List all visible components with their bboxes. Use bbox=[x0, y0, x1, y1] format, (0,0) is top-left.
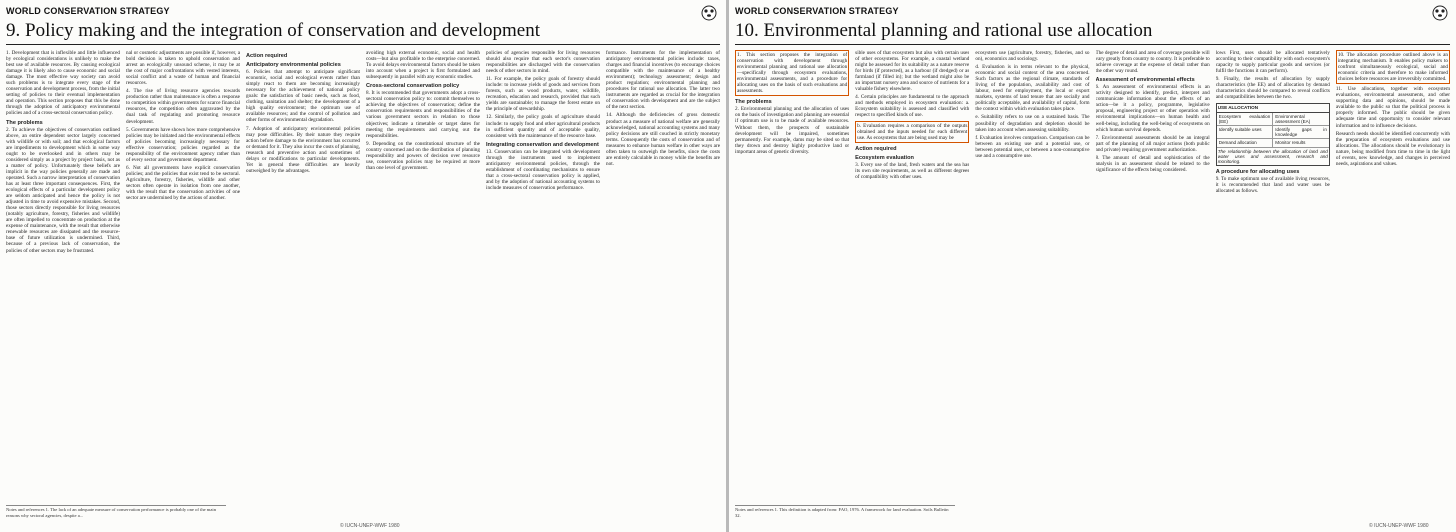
page-title: 9. Policy making and the integration of conservation and development bbox=[6, 20, 540, 41]
text-column bbox=[486, 50, 600, 518]
left-page bbox=[0, 0, 726, 532]
title-rule bbox=[735, 44, 1450, 45]
highlighted-paragraph: b. Evaluation requires a comparison of the outputs obtained and the inputs needed for each different use. As ecosystems that are being used may be bbox=[855, 121, 969, 143]
section-heading: Anticipatory environmental policies bbox=[246, 62, 341, 69]
paragraph: 8. It is recommended that governments adopt a cross-sectoral conservation policy to: commit themselves to achieving the objectives of conservation; define the conservation requirements and responsibilities of the various government sectors in relation to those objectives; indicate a timetable or target dates for meeting the requirements and carrying out the responsibilities. bbox=[366, 90, 480, 139]
text-columns bbox=[735, 50, 1450, 518]
paragraph: 4. The rise of living resource agencies towards production rather than maintenance is often a response to competition within governments for scarce financial resources, the competition often aggravated by the dual task of regulating and promoting resource development. bbox=[126, 88, 240, 125]
paragraph: 7. Adoption of anticipatory environmental policies may pose difficulties. By their nature they require action before damage to the environment has occurred or demand for it. They also incur the costs of planning, research and preventive action and sometimes of delays or modifications to particular developments. Yet in general these difficulties are heavily outweighed by the advantages. bbox=[246, 125, 360, 174]
paragraph: avoiding high external economic, social and health costs—but also profitable to the enterprise concerned. To avoid delays environmental factors should be taken into account when a project is first formulated and subsequently in parallel with any economic studies. bbox=[366, 50, 480, 81]
footnotes: Notes and references 1. This definition is adapted from: FAO, 1976. A framework for land evaluation. Soils Bulletin 32. bbox=[735, 505, 955, 518]
panda-logo-icon bbox=[1431, 4, 1449, 22]
footnotes: Notes and references 1. The lack of an adequate measure of conservation performance is probably one of the main reasons why sectoral agencies, despite a... bbox=[6, 505, 226, 518]
paragraph: formance. Instruments for the implementation of anticipatory environmental policies include: taxes, charges and financial incentives (to encourage choices compatible with the maintenance of a healthy environment); technology assessment; design and product regulation; environmental planning and procedures for rational use allocation. The latter two instruments are regarded as crucial for the integration of conservation with development and are the subject of the next section. bbox=[606, 50, 720, 111]
page-footer: © IUCN-UNEP-WWF 1980 bbox=[340, 523, 400, 529]
section-heading: Ecosystem evaluation bbox=[855, 154, 914, 161]
section-heading: A procedure for allocating uses bbox=[1215, 169, 1300, 176]
paragraph: policies of agencies responsible for living resources should also require that each sector's conservation responsibilities are discharged with the conservation needs of other sectors in mind. bbox=[486, 50, 600, 75]
section-heading: Cross-sectoral conservation policy bbox=[366, 83, 460, 90]
diagram-cell: Environmental assessment (EA) bbox=[1275, 113, 1311, 124]
page-title: 10. Environmental planning and rational use allocation bbox=[735, 20, 1153, 41]
paragraph: 12. Similarly, the policy goals of agriculture should include: to supply food and other agricultural products in sufficient quantity and of acceptable quality, consistent with the maintenance of the resource base. bbox=[486, 114, 600, 139]
diagram-cell: Identify suitable uses bbox=[1217, 126, 1274, 138]
highlighted-paragraph: 10. The allocation procedure outlined above is an integrating mechanism. It enables policy makers to confront simultaneously ecological, social and economic criteria and therefore to make informed choices before resources are irreversibly committed. bbox=[1336, 50, 1450, 84]
paragraph: ecosystem use (agriculture, forestry, fisheries, and so on), economics and sociology. bbox=[975, 50, 1090, 63]
diagram-row bbox=[1217, 139, 1329, 147]
diagram-cell: Ecosystem evaluation (EE) bbox=[1217, 113, 1274, 125]
panda-logo-icon bbox=[700, 4, 718, 22]
paragraph: 9. Finally, the results of allocation by supply characteristics (the EE) and of allocation by demand characteristics should be compared to reveal conflicts and compatibilities between the two. bbox=[1215, 76, 1330, 101]
paragraph: 6. Policies that attempt to anticipate significant economic, social and ecological events rather than simply react to them are becoming increasingly necessary for the achievement of national policy goals: the satisfaction of basic needs, such as food, clothing, sanitation and shelter; the development of a high quality environment; the optimum use of available resources; and the control of pollution and other forms of environmental degradation. bbox=[246, 69, 360, 124]
text-column bbox=[6, 50, 120, 518]
section-heading: The problems bbox=[735, 99, 772, 106]
paragraph: f. Evaluation involves comparison. Comparison can be between an existing use and a potential use, or between potential uses, or between a non-consumptive use and a consumptive use. bbox=[975, 134, 1090, 159]
paragraph: 4. Certain principles are fundamental to the approach and methods employed in ecosystem evaluation: a. Ecosystem suitability is assessed and classified with respect to specified kinds of use. bbox=[855, 94, 970, 119]
text-column bbox=[246, 50, 360, 518]
text-column bbox=[735, 50, 849, 518]
series-title: WORLD CONSERVATION STRATEGY bbox=[735, 6, 899, 16]
paragraph: 13. Conservation can be integrated with development through the instruments used to implement anticipatory environmental policies, through the establishment of coordinating mechanisms to ensure that a cross-sectoral conservation policy is applied, and by the adoption of national accounting systems to include measures of conservation performance. bbox=[486, 148, 600, 191]
paragraph: nal or cosmetic adjustments are possible if, however, a bold decision is taken to uphold conservation and arrest an ecologically unsound scheme, it may be at the cost of major confrontations with vested interests, social conflict and a waste of human and financial resources. bbox=[126, 50, 240, 87]
paragraph: 11. Use allocations, together with ecosystem evaluations, environmental assessments, and other supporting data and opinions, should be made available to the public so that the political process is properly informed. The public should be given adequate time and opportunity to consider relevant information and to influence decisions. bbox=[1335, 86, 1451, 129]
section-heading: The problems bbox=[6, 119, 43, 126]
paragraph: 5. Governments have shown how more comprehensive policies may be initiated and the environmental effects of policies becoming increasingly necessary for effective conservation; policies regarded as the responsibility of the environment agency rather than of every sector and government department. bbox=[126, 126, 240, 163]
text-column bbox=[975, 50, 1089, 518]
diagram-row bbox=[1217, 113, 1329, 126]
text-column bbox=[126, 50, 240, 518]
text-column bbox=[606, 50, 720, 518]
paragraph: 9. Depending on the constitutional structure of the country concerned and on the distribution of planning responsibility and powers of decision over resource use, conservation policies may be required at more than one level of government. bbox=[366, 140, 480, 171]
text-column bbox=[1336, 50, 1450, 518]
highlighted-paragraph: 1. This section proposes the integration of conservation with development through environmental planning and rational use allocation—specifically through ecosystem evaluations, environmental assessments, and a procedure for allocating uses on the basis of such evaluations and assessments. bbox=[735, 50, 849, 96]
paragraph: lows First, uses should be allocated tentatively according to their compatibility with each ecosystem's capacity to supply particular goods and services (or fulfil the functions it can perform). bbox=[1215, 50, 1330, 75]
diagram-cell: Identify gaps in knowledge bbox=[1275, 126, 1327, 138]
text-column bbox=[1216, 50, 1330, 518]
paragraph: 9. To make optimum use of available living resources, it is recommended that land and water uses be allocated as follows. bbox=[1215, 176, 1330, 195]
paragraph: sible uses of that ecosystem but also with certain uses of other ecosystems. For example, a coastal wetland might be assessed for its suitability as a nature reserve for birds (if protected), as a harbour (if dredged) or as farmland (if filled in); but the wetland might also be an important nursery area and source of nutrients for a valuable fishery elsewhere. bbox=[855, 50, 970, 93]
right-page bbox=[729, 0, 1456, 532]
paragraph: 6. Not all governments have explicit conservation policies; and the policies that exist tend to be sectoral. Agriculture, forestry, fisheries, wildlife and other sectors often operate in isolation from one another, with the result that the conservation activities of one sector are undermined by the actions of another. bbox=[126, 164, 240, 202]
text-columns bbox=[6, 50, 720, 518]
paragraph: 14. Although the deficiencies of gross domestic product as a measure of national welfare are generally acknowledged, national accounting systems and many policy decisions are still couched in strictly monetary terms. Consequently the costs of conservation and of measures to enhance human welfare in other ways are often taken to outweigh the benefits, since the costs are entirely calculable in money while the benefits are not. bbox=[606, 112, 720, 167]
paragraph: 2. Environmental planning and the allocation of uses on the basis of investigation and planning are essential if optimum use is to be made of available resources. Without them, the prospects of sustainable development will be impaired, sometimes permanently. For example, dams may be sited so that they drown and destroy highly productive land or important areas of genetic diversity. bbox=[735, 106, 850, 155]
paragraph: 6. An assessment of environmental effects is an activity designed to identify, predict, interpret and communicate information about the effects of an action—be it a policy, programme, legislative proposal, engineering project or other operation with environmental implications—on human health and well-being, including the well-being of ecosystems on which human survival depends. bbox=[1095, 84, 1210, 133]
paragraph: 11. For example, the policy goals of forestry should include: to increase yields of goods and services from forests, such as wood products, water, wildlife, recreation, education and research, provided that such yields are sustainable; to manage the forest estate on the principle of stewardship. bbox=[486, 76, 600, 113]
diagram-row bbox=[1217, 126, 1329, 139]
text-column bbox=[1096, 50, 1210, 518]
text-column bbox=[855, 50, 969, 518]
diagram-caption: The relationship between the allocation of land and water uses and assessment, research and monitoring. bbox=[1217, 148, 1328, 164]
section-heading: Assessment of environmental effects bbox=[1095, 77, 1195, 84]
section-heading: Action required bbox=[246, 53, 288, 59]
paragraph: 7. Environmental assessments should be an integral part of the planning of all major actions (both public and private) requiring government authorization. bbox=[1095, 134, 1210, 153]
paragraph: 1. Development that is inflexible and little influenced by ecological considerations is unlikely to make the best use of available resources. By causing ecological damage it is likely also to cause economic and social damage. The most effective way society can avoid such problems is to integrate every stage of the conservation and development process, from the initial setting of policies to their eventual implementation and operation. This section proposes that this be done through the adoption of anticipatory environmental policies and of a cross-sectoral conservation policy. bbox=[6, 50, 120, 117]
paragraph: The degree of detail and area of coverage possible will vary greatly from country to country. It is preferable to achieve coverage at the expense of detail rather than the other way round. bbox=[1095, 50, 1210, 75]
section-heading: Action required bbox=[855, 145, 897, 152]
paragraph: 2. To achieve the objectives of conservation outlined above, an entire dependent sector largely concerned with wildlife or with soil; and that ecological factors are impediments to development which in some way ought to be overlooked and in others may be considered simply as a project by project basis, not as a matter of policy. Unfortunately these beliefs are implicit in the way policies generally are made and operated. Such a narrow interpretation of conservation has at least three important consequences. First, the ecological effects of a particular development policy are seldom anticipated and hence the policy is not adjusted in time to avoid expensive mistakes. Second, those sectors directly responsible for living resources (notably agriculture, forestry, fisheries and wildlife) are often impelled to concentrate on production at the expense of maintenance, with the result that otherwise renewable resources are dissipated and the resource-base of future utilization is undermined. Third, because of a previous lack of conservation, the policies of other sectors may be frustrated. bbox=[6, 126, 120, 254]
paragraph: 3. Every use of the land, fresh waters and the sea has its own site requirements, as well as different degrees of compatibility with other uses. bbox=[855, 161, 970, 180]
paragraph: Research needs should be identified concurrently with the preparation of ecosystem evaluations and use allocations. The allocations should be evolutionary in nature, being modified from time to time in the light of events, new knowledge, and changes in perceived needs, aspirations and values. bbox=[1335, 130, 1451, 167]
paragraph: 8. The amount of detail and sophistication of the analysis in an assessment should be related to the significance of the effects being considered. bbox=[1095, 154, 1210, 173]
text-column bbox=[366, 50, 480, 518]
paragraph: d. Evaluation is in terms relevant to the physical, economic and social context of the area concerned. Such factors as the regional climate, standards of living of the population, availability and cost of labour, need for employment, the local or export markets, systems of land tenure that are socially and politically acceptable, and availability of capital, form the context within which evaluation takes place. bbox=[975, 64, 1090, 113]
title-rule bbox=[6, 44, 720, 45]
diagram-cell: Monitor results bbox=[1275, 140, 1306, 146]
paragraph: e. Suitability refers to use on a sustained basis. The possibility of degradation and depletion should be taken into account when assessing suitability. bbox=[975, 114, 1090, 133]
page-footer: © IUCN-UNEP-WWF 1980 bbox=[1369, 523, 1429, 529]
section-heading: Integrating conservation and development bbox=[486, 141, 599, 148]
use-allocation-diagram bbox=[1216, 103, 1330, 166]
diagram-title: USE ALLOCATION bbox=[1217, 104, 1329, 112]
series-title: WORLD CONSERVATION STRATEGY bbox=[6, 6, 170, 16]
diagram-cell: Demand allocation bbox=[1217, 139, 1274, 146]
